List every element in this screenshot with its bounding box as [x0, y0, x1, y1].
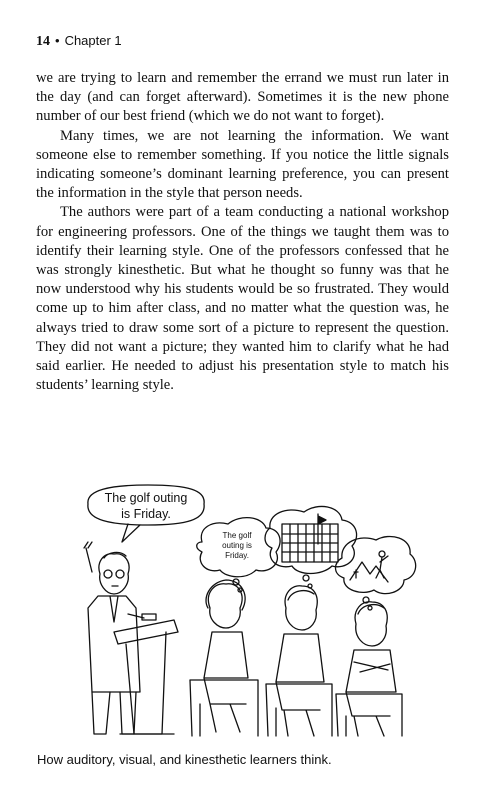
paragraph: we are trying to learn and remember the errand we must run later in the day (and can forget afterward). Sometimes it is the new phone number of our best friend (which we do not want to forget).	[36, 70, 449, 125]
paragraph: The authors were part of a team conducting a national workshop for engineering professors. One of the things we taught them was to identify their learning style. One of the professors confessed that he was strongly kinesthetic. But what he thought so funny was that he now understood why his students would be so frustrated. They would come up to him after class, and no matter what the question was, he always tried to draw some sort of a picture to represent the question. They did not want a picture; they wanted him to clarify what he had said earlier. He needed to adjust his presentation style to match his students’ learning style.	[36, 204, 449, 394]
thought-bubble-line3: Friday.	[225, 551, 249, 560]
listener-kinesthetic	[336, 602, 402, 736]
chapter-title: Chapter 1	[64, 33, 122, 48]
thought-bubble-golf	[336, 536, 416, 610]
body-text	[36, 69, 449, 395]
podium	[114, 620, 178, 734]
running-header	[36, 33, 122, 50]
thought-bubble-line2: outing is	[222, 541, 252, 550]
speech-bubble-line1: The golf outing	[104, 491, 188, 505]
paragraph: Many times, we are not learning the information. We want someone else to remember something. If you notice the little signals indicating someone’s dominant learning preference, you can present the information in the style that person needs.	[36, 127, 449, 202]
page-number: 14	[36, 34, 50, 49]
speech-bubble-line2: is Friday.	[121, 507, 171, 521]
listener-visual	[266, 586, 332, 736]
header-separator: •	[55, 33, 60, 48]
thought-bubble-line1: The golf	[222, 531, 252, 540]
figure-caption: How auditory, visual, and kinesthetic learners think.	[37, 752, 332, 767]
listener-auditory	[190, 580, 258, 736]
cartoon-illustration	[70, 482, 420, 747]
